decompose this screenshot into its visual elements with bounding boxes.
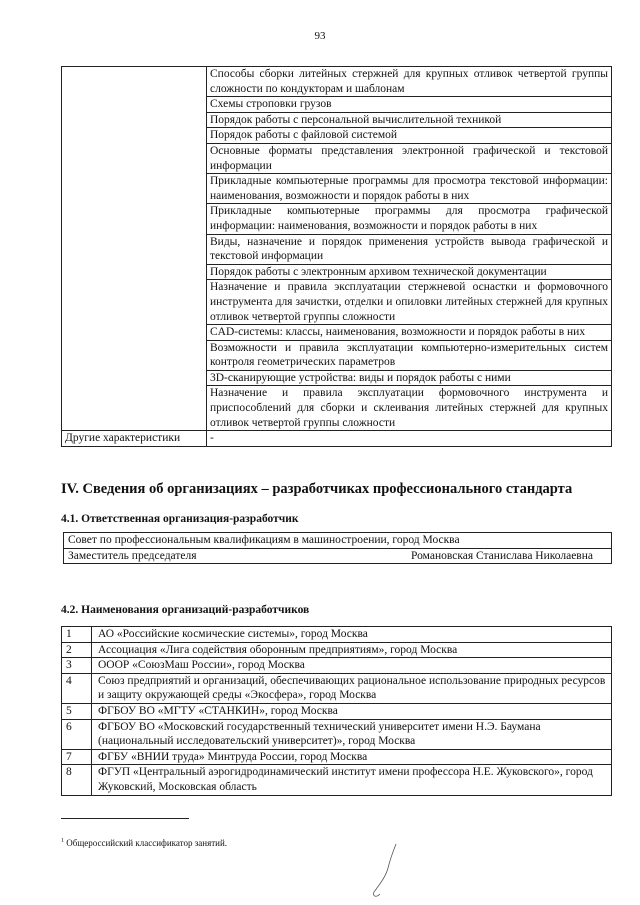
- organization-number: 5: [62, 703, 92, 719]
- organization-number: 7: [62, 749, 92, 765]
- footnote-text: Общероссийский классификатор занятий.: [66, 838, 228, 848]
- other-characteristics-row: [62, 431, 612, 447]
- knowledge-item: Назначение и правила эксплуатации формовочного инструмента и приспособлений для сборки и склеивания литейных стержней для крупных отливок четвертой группы сложности: [207, 386, 612, 431]
- organization-row: [62, 642, 612, 658]
- other-characteristics-label: Другие характеристики: [62, 431, 207, 447]
- responsible-person: Романовская Станислава Николаевна: [411, 549, 593, 562]
- requirements-label-cell: [62, 67, 207, 431]
- knowledge-item: Основные форматы представления электронной графической и текстовой информации: [207, 143, 612, 173]
- page-number: 93: [314, 30, 326, 42]
- knowledge-item: Способы сборки литейных стержней для крупных отливок четвертой группы сложности по кондукторам и шаблонам: [207, 67, 612, 97]
- organization-name: Союз предприятий и организаций, обеспечивающих рациональное использование природных ресурсов и защиту окружающей среды «Экосфера», город Москва: [92, 673, 612, 703]
- responsible-person-cell: [64, 548, 612, 564]
- knowledge-item: Прикладные компьютерные программы для просмотра текстовой информации: наименования, возможности и порядок работы в них: [207, 174, 612, 204]
- responsible-org-name: Совет по профессиональным квалификациям в машиностроении, город Москва: [68, 534, 460, 546]
- knowledge-item: Порядок работы с файловой системой: [207, 128, 612, 144]
- requirements-row: [62, 67, 612, 97]
- knowledge-item: Виды, назначение и порядок применения устройств вывода графической и текстовой информации: [207, 234, 612, 264]
- organization-number: 1: [62, 627, 92, 643]
- organization-row: [62, 658, 612, 674]
- organization-number: 4: [62, 673, 92, 703]
- organization-name: ФГБОУ ВО «Московский государственный технический университет имени Н.Э. Баумана (национальный исследовательский университет)», город Москва: [92, 719, 612, 749]
- knowledge-item: CAD-системы: классы, наименования, возможности и порядок работы в них: [207, 325, 612, 341]
- knowledge-item: 3D-сканирующие устройства: виды и порядок работы с ними: [207, 370, 612, 386]
- knowledge-item: Порядок работы с персональной вычислительной техникой: [207, 112, 612, 128]
- organization-name: ФГБУ «ВНИИ труда» Минтруда России, город Москва: [92, 749, 612, 765]
- responsible-position: Заместитель председателя: [68, 549, 197, 562]
- subsection-title-responsible: 4.1. Ответственная организация-разработчик: [61, 513, 299, 525]
- organization-name: ОООР «СоюзМаш России», город Москва: [92, 658, 612, 674]
- section-title: IV. Сведения об организациях – разработчиках профессионального стандарта: [61, 481, 573, 497]
- requirements-table: [61, 66, 612, 447]
- knowledge-item: Прикладные компьютерные программы для просмотра графической информации: наименования, возможности и порядок работы в них: [207, 204, 612, 234]
- organization-name: ФГБОУ ВО «МГТУ «СТАНКИН», город Москва: [92, 703, 612, 719]
- organization-row: [62, 765, 612, 795]
- responsible-org-cell: [64, 533, 612, 549]
- responsible-org-table: [63, 532, 612, 564]
- organization-row: [62, 673, 612, 703]
- organization-row: [62, 719, 612, 749]
- organization-row: [62, 703, 612, 719]
- organization-number: 2: [62, 642, 92, 658]
- organization-row: [62, 627, 612, 643]
- organization-row: [62, 749, 612, 765]
- footnote: [61, 838, 227, 848]
- organization-name: Ассоциация «Лига содействия оборонным предприятиям», город Москва: [92, 642, 612, 658]
- organization-name: АО «Российские космические системы», город Москва: [92, 627, 612, 643]
- organization-number: 8: [62, 765, 92, 795]
- other-characteristics-value: -: [207, 431, 612, 447]
- footnote-divider: [61, 818, 189, 819]
- pen-mark-icon: [368, 842, 408, 902]
- subsection-title-organizations: 4.2. Наименования организаций-разработчиков: [61, 604, 310, 616]
- organization-name: ФГУП «Центральный аэрогидродинамический институт имени профессора Н.Е. Жуковского», город Жуковский, Московская область: [92, 765, 612, 795]
- knowledge-item: Назначение и правила эксплуатации стержневой оснастки и формовочного инструмента для зачистки, отделки и опиловки литейных стержней для крупных отливок четвертой группы сложности: [207, 280, 612, 325]
- organization-number: 6: [62, 719, 92, 749]
- knowledge-item: Порядок работы с электронным архивом технической документации: [207, 264, 612, 280]
- organizations-table: [61, 626, 612, 796]
- footnote-marker: 1: [61, 838, 64, 844]
- knowledge-item: Схемы строповки грузов: [207, 97, 612, 113]
- organization-number: 3: [62, 658, 92, 674]
- knowledge-item: Возможности и правила эксплуатации компьютерно-измерительных систем контроля геометрических параметров: [207, 340, 612, 370]
